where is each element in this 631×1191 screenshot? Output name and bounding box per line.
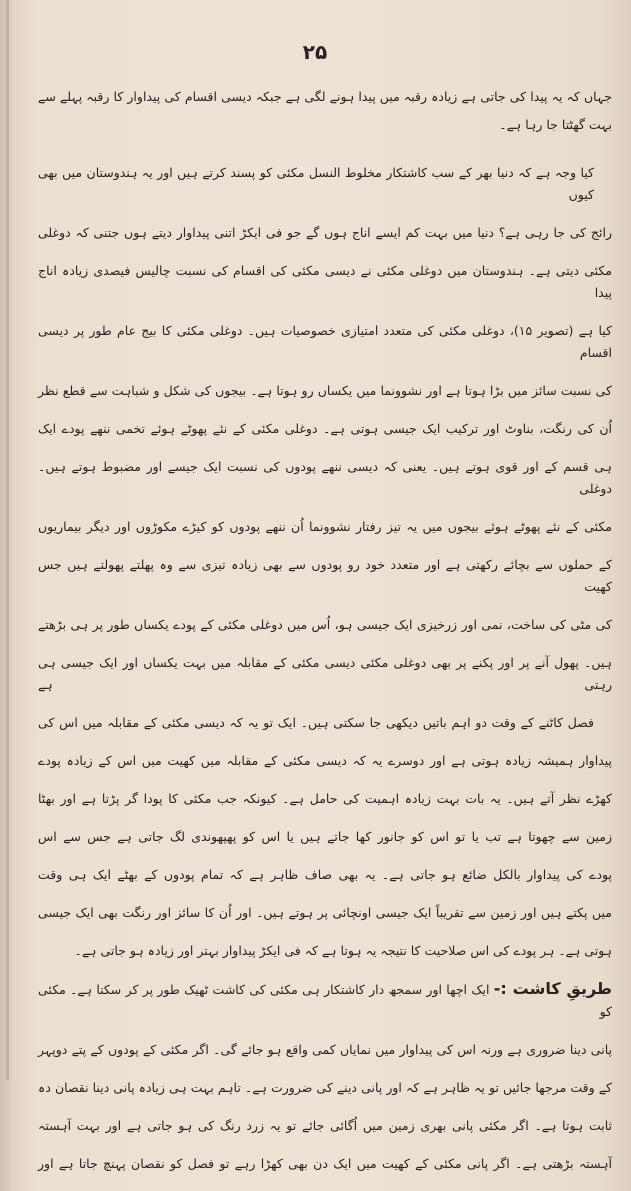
text-line: آہستہ بڑھتی ہے۔ اگر پانی مکئی کے کھیت میں ایک دن بھی کھڑا رہے تو فصل کو نقصان پہنچ جاتا ہے اور <box>38 1156 612 1171</box>
text-line: مکئی دیتی ہے۔ ہندوستان میں دوغلی مکئی نے دیسی مکئی کی اقسام کی نسبت چالیس فیصدی زیادہ اناج پیدا <box>38 263 612 300</box>
text-line: ہی قسم کے اور قوی ہوتے ہیں۔ یعنی کہ دیسی ننھے پودوں کی نسبت ایک جیسے اور مضبوط ہوتے ہیں۔ دوغلی <box>38 459 612 496</box>
text-line: کی مٹی کی ساخت، نمی اور زرخیزی ایک جیسی ہو، اُس میں دوغلی مکئی کے پودے یکساں طور پر ہی بڑھتے <box>38 617 612 632</box>
text-line: کیا وجہ ہے کہ دنیا بھر کے سب کاشتکار مخلوط النسل مکئی کو پسند کرتے ہیں اور یہ ہندوستان میں بھی کیوں <box>38 165 594 202</box>
section-heading: طریقِ کاشت :- <box>493 979 612 998</box>
text-line: بہت گھٹتا جا رہا ہے۔ <box>499 117 612 132</box>
text-line: ہوتی ہے۔ ہر پودے کی اس صلاحیت کا نتیجہ یہ ہوتا ہے کہ فی ایکڑ پیداوار بہتر اور زیادہ ہو جاتی ہے۔ <box>74 943 612 958</box>
text-line: پانی دینا ضروری ہے ورنہ اس کی پیداوار میں نمایاں کمی واقع ہو جائے گی۔ اگر مکئی کے پودوں کے پتے دوپہر <box>38 1042 612 1057</box>
text-line: میں پکتے ہیں اور زمین سے تقریباً ایک جیسی اونچائی پر ہوتے ہیں۔ اور اُن کا سائز اور رنگت بھی ایک جیسی <box>38 905 612 920</box>
text-line: ثابت ہوتا ہے۔ اگر مکئی پانی بھری زمین میں اُگائی جائے تو یہ زرد رنگ کی ہو جاتی ہے اور بہت آہستہ <box>38 1118 612 1133</box>
page-edge-shadow <box>6 0 9 1080</box>
text-line: کھڑے نظر آتے ہیں۔ یہ بات بہت زیادہ اہمیت کی حامل ہے۔ کیونکہ جب مکئی کا پودا گر پڑتا ہے اور بھٹا <box>38 791 612 806</box>
text-fragment: ایک اچھا اور سمجھ دار کاشتکار ہی مکئی کی کاشت ٹھیک طور پر کر سکتا ہے۔ مکئی کو <box>38 982 612 1019</box>
text-line: پودے کی پیداوار بالکل ضائع ہو جاتی ہے۔ یہ بھی صاف ظاہر ہے کہ تمام پودوں کے بھٹے ایک ہی وقت <box>38 867 612 882</box>
text-line: جہاں کہ یہ پیدا کی جاتی ہے زیادہ رقبہ میں پیدا ہونے لگی ہے جبکہ دیسی اقسام کی پیداوار کا رقبہ پہلے سے <box>38 89 612 104</box>
text-line: اُن کی رنگت، بناوٹ اور ترکیب ایک جیسی ہوتی ہے۔ دوغلی مکئی کے نئے پھوٹے ہوئے تخمی ننھے پودے ایک <box>38 421 612 436</box>
text-line: کی نسبت سائز میں بڑا ہوتا ہے اور نشوونما میں یکساں رو ہوتا ہے۔ بیجوں کی شکل و شباہت سے قطع نظر <box>38 383 612 398</box>
text-line: مکئی کے نئے پھوٹے ہوئے بیجوں میں یہ تیز رفتار نشوونما اُن ننھے پودوں کو کیڑے مکوڑوں اور دیگر بیماریوں <box>38 519 612 534</box>
text-line: رائج کی جا رہی ہے؟ دنیا میں بہت کم ایسے اناج ہوں گے جو فی ایکڑ اتنی پیداوار دیتے ہوں جتنی کہ دوغلی <box>38 225 612 240</box>
text-line: فصل کاٹنے کے وقت دو اہم باتیں دیکھی جا سکتی ہیں۔ ایک تو یہ کہ دیسی مکئی کے مقابلہ میں اس کی <box>38 715 594 730</box>
text-line: زمین سے چھوتا ہے تب یا تو اس کو جانور کھا جاتے ہیں یا اس کو پھپھوندی لگ جاتی ہے جس سے اس <box>38 829 612 844</box>
text-line-with-heading <box>38 978 612 1023</box>
text-line: ہیں۔ پھول آنے پر اور پکنے پر بھی دوغلی مکئی دیسی مکئی کے مقابلہ میں بہت یکساں اور ایک جیسی ہی رہتی ہے <box>38 655 612 692</box>
text-line: پیداوار ہمیشہ زیادہ ہوتی ہے اور دوسرے یہ کہ دیسی مکئی کے مقابلہ میں کھیت میں اس کے زیادہ پودے <box>38 753 612 768</box>
page-number: ۲۵ <box>302 40 328 64</box>
body-text <box>38 86 612 1191</box>
text-line: کیا ہے (تصویر ۱۵)، دوغلی مکئی کی متعدد امتیازی خصوصیات ہیں۔ دوغلی مکئی کا بیج عام طور پر دیسی اقسام <box>38 323 612 360</box>
text-line: کے وقت مرجھا جائیں تو یہ ظاہر ہے کہ اور پانی دینے کی ضرورت ہے۔ تاہم بہت ہی زیادہ پانی دینا نقصان دہ <box>38 1080 612 1095</box>
text-line: کے حملوں سے بچائے رکھتی ہے اور متعدد خود رو پودوں سے بھی زیادہ تیزی سے وہ پھلتے پھولتے ہیں جس کھیت <box>38 557 612 594</box>
